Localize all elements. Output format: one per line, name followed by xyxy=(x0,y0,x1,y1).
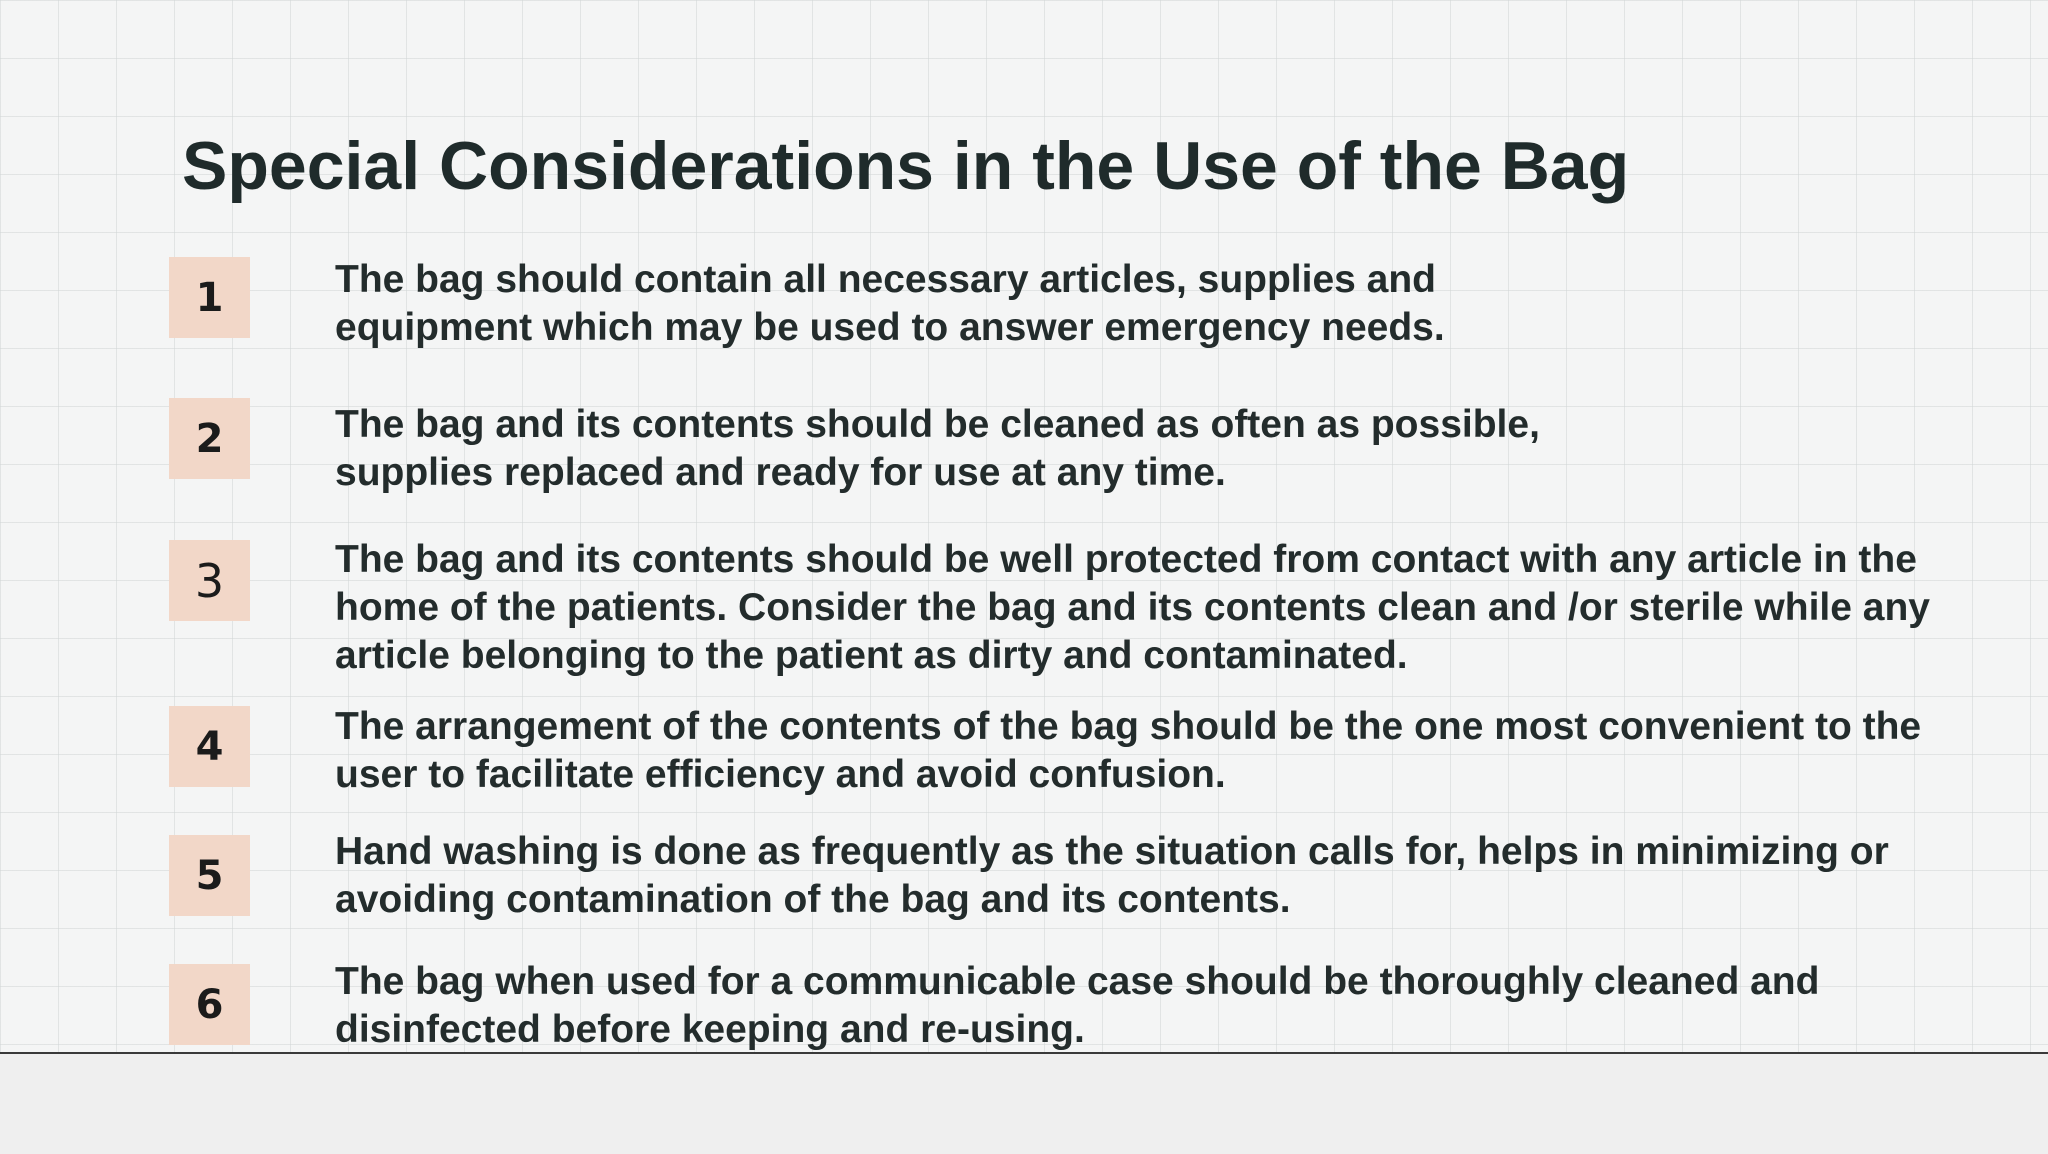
item-number-badge: 4 xyxy=(169,706,250,787)
item-number-badge: 6 xyxy=(169,964,250,1045)
item-text-line: The arrangement of the contents of the bag should be the one most convenient to the xyxy=(335,705,1922,748)
slide-title: Special Considerations in the Use of the Bag xyxy=(182,128,1630,204)
item-text-line: disinfected before keeping and re-using. xyxy=(335,1008,1085,1051)
item-number-badge: 2 xyxy=(169,398,250,479)
item-text-line: The bag should contain all necessary articles, supplies and xyxy=(335,258,1437,301)
item-text-line: The bag and its contents should be cleaned as often as possible, xyxy=(335,403,1540,446)
item-text-line: equipment which may be used to answer emergency needs. xyxy=(335,306,1445,349)
item-text xyxy=(335,256,1445,352)
item-number-badge: 5 xyxy=(169,835,250,916)
item-text xyxy=(335,401,1540,497)
item-text-line: avoiding contamination of the bag and its contents. xyxy=(335,878,1291,921)
item-text xyxy=(335,703,1921,799)
item-text-line: The bag when used for a communicable case should be thoroughly cleaned and xyxy=(335,960,1820,1003)
bottom-panel xyxy=(0,1052,2048,1154)
item-number-badge: 1 xyxy=(169,257,250,338)
item-number-badge: 3 xyxy=(169,540,250,621)
item-text-line: supplies replaced and ready for use at any time. xyxy=(335,451,1226,494)
item-text-line: The bag and its contents should be well protected from contact with any article in the xyxy=(335,538,1917,581)
item-text-line: Hand washing is done as frequently as the situation calls for, helps in minimizing or xyxy=(335,830,1889,873)
item-text xyxy=(335,828,1889,924)
item-text-line: user to facilitate efficiency and avoid confusion. xyxy=(335,753,1226,796)
item-text xyxy=(335,536,1930,680)
item-text-line: article belonging to the patient as dirty and contaminated. xyxy=(335,634,1408,677)
item-text xyxy=(335,958,1819,1052)
item-text-line: home of the patients. Consider the bag and its contents clean and /or sterile while any xyxy=(335,586,1930,629)
